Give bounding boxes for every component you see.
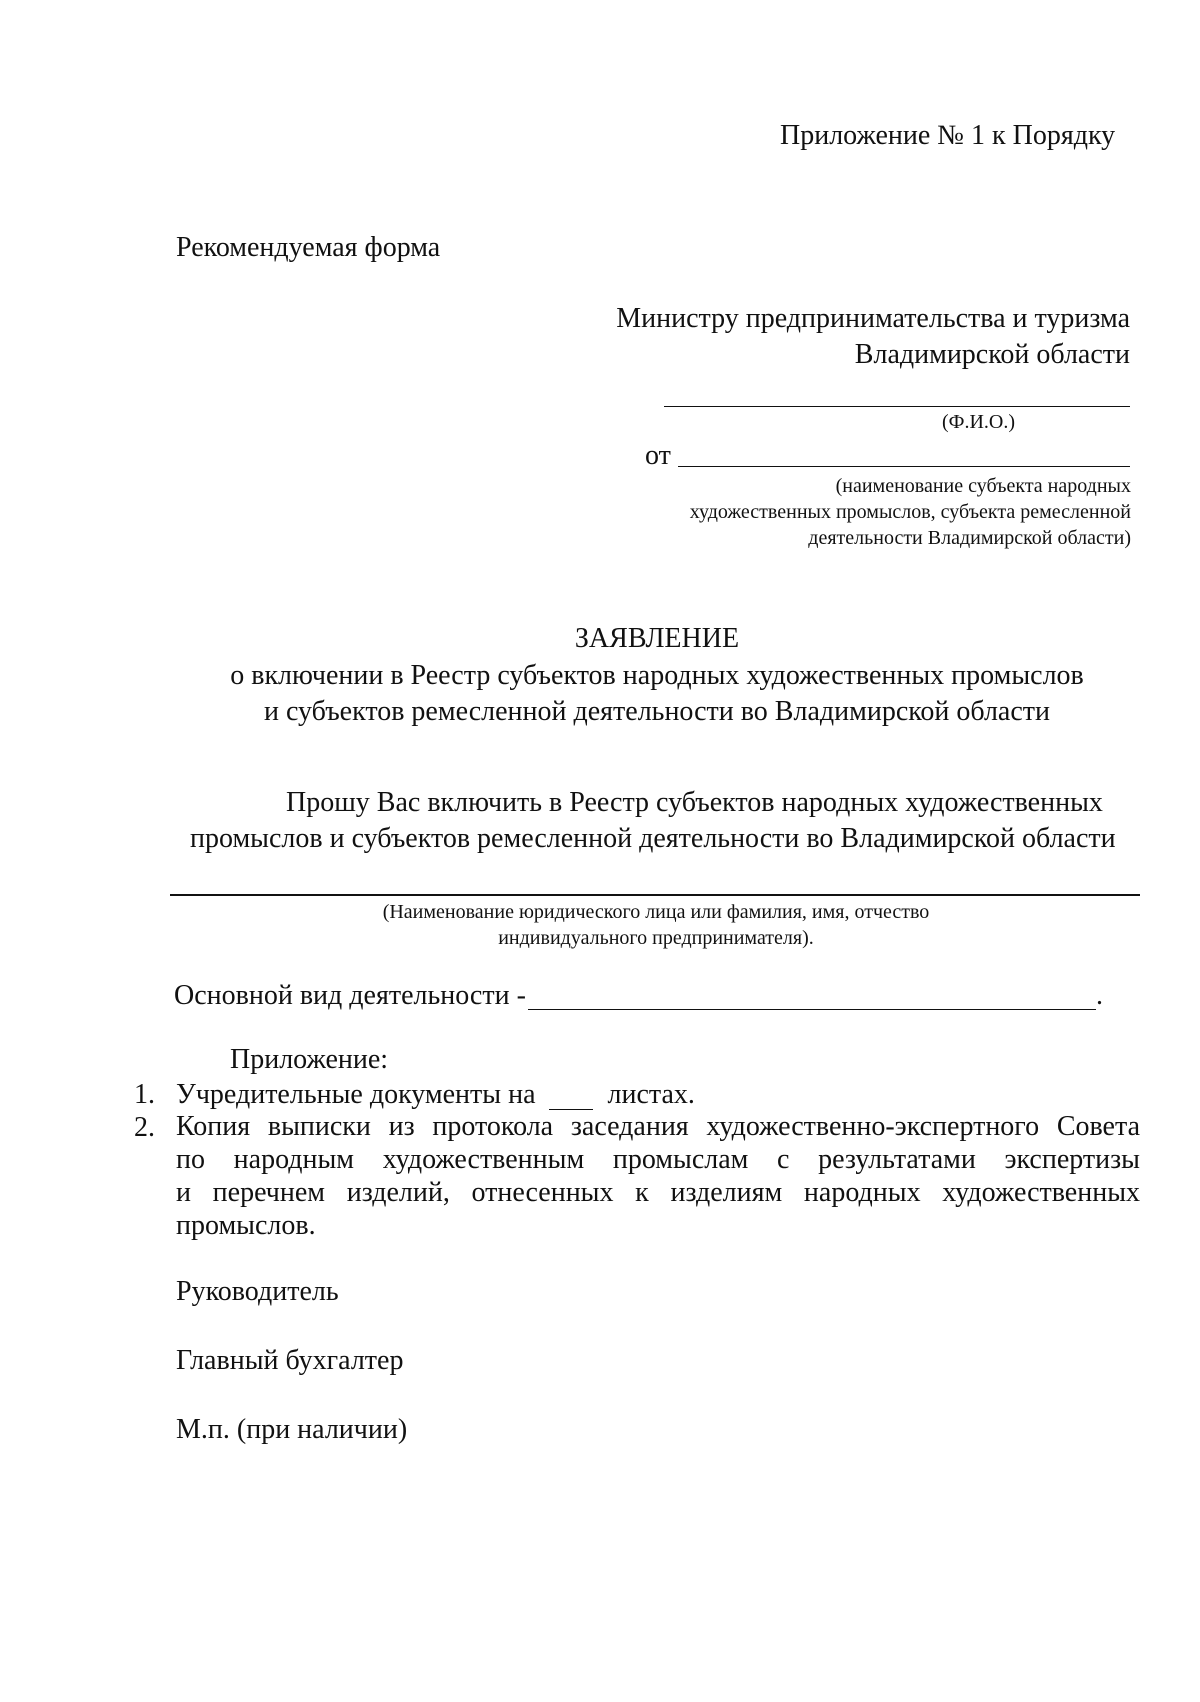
document-subtitle-1: о включении в Реестр субъектов народных художественных промыслов <box>230 660 1084 691</box>
signature-head-label: Руководитель <box>176 1276 339 1307</box>
attachment-2-line-2: по народным художественным промыслам с результатами экспертизы <box>176 1144 1140 1175</box>
attachment-1-number: 1. <box>134 1079 155 1110</box>
applicant-caption-2: индивидуального предпринимателя). <box>498 927 814 949</box>
form-label: Рекомендуемая форма <box>176 232 441 263</box>
attachment-1-after: листах. <box>607 1079 695 1110</box>
signature-accountant-label: Главный бухгалтер <box>176 1345 404 1376</box>
document-subtitle-2: и субъектов ремесленной деятельности во Владимирской области <box>263 696 1051 727</box>
attachment-2-number: 2. <box>134 1112 155 1143</box>
attachment-1-text <box>176 1081 695 1110</box>
main-activity-label: Основной вид деятельности - <box>174 980 526 1011</box>
seal-label: М.п. (при наличии) <box>176 1414 408 1445</box>
fio-blank-line[interactable] <box>664 406 1130 407</box>
addressee-line-2: Владимирской области <box>854 339 1130 370</box>
from-label: от <box>645 440 671 471</box>
document-title: ЗАЯВЛЕНИЕ <box>574 623 740 654</box>
attachment-2-line-3: и перечнем изделий, отнесенных к изделиям народных художественных <box>176 1177 1140 1208</box>
from-blank-line[interactable] <box>678 466 1130 467</box>
attachment-1-before: Учредительные документы на <box>176 1079 536 1110</box>
main-activity-end: . <box>1096 980 1103 1011</box>
appendix-label: Приложение № 1 к Порядку <box>780 120 1116 151</box>
addressee-line-1: Министру предпринимательства и туризма <box>616 303 1130 334</box>
fio-caption: (Ф.И.О.) <box>942 411 1016 433</box>
applicant-name-line[interactable] <box>170 894 1140 896</box>
main-activity-blank-line[interactable] <box>528 1009 1096 1010</box>
from-caption-3: деятельности Владимирской области) <box>808 527 1131 549</box>
attachment-2-line-1: Копия выписки из протокола заседания художественно-экспертного Совета <box>176 1111 1140 1142</box>
attachments-heading: Приложение: <box>230 1044 389 1075</box>
request-line-1: Прошу Вас включить в Реестр субъектов народных художественных <box>286 787 1103 818</box>
request-line-2: промыслов и субъектов ремесленной деятельности во Владимирской области <box>190 823 1116 854</box>
applicant-caption-1: (Наименование юридического лица или фамилия, имя, отчество <box>382 901 930 923</box>
from-caption-1: (наименование субъекта народных <box>835 475 1131 497</box>
from-caption-2: художественных промыслов, субъекта ремесленной <box>689 501 1131 523</box>
sheet-count-blank[interactable] <box>549 1081 593 1110</box>
attachment-2-line-4: промыслов. <box>176 1210 316 1241</box>
